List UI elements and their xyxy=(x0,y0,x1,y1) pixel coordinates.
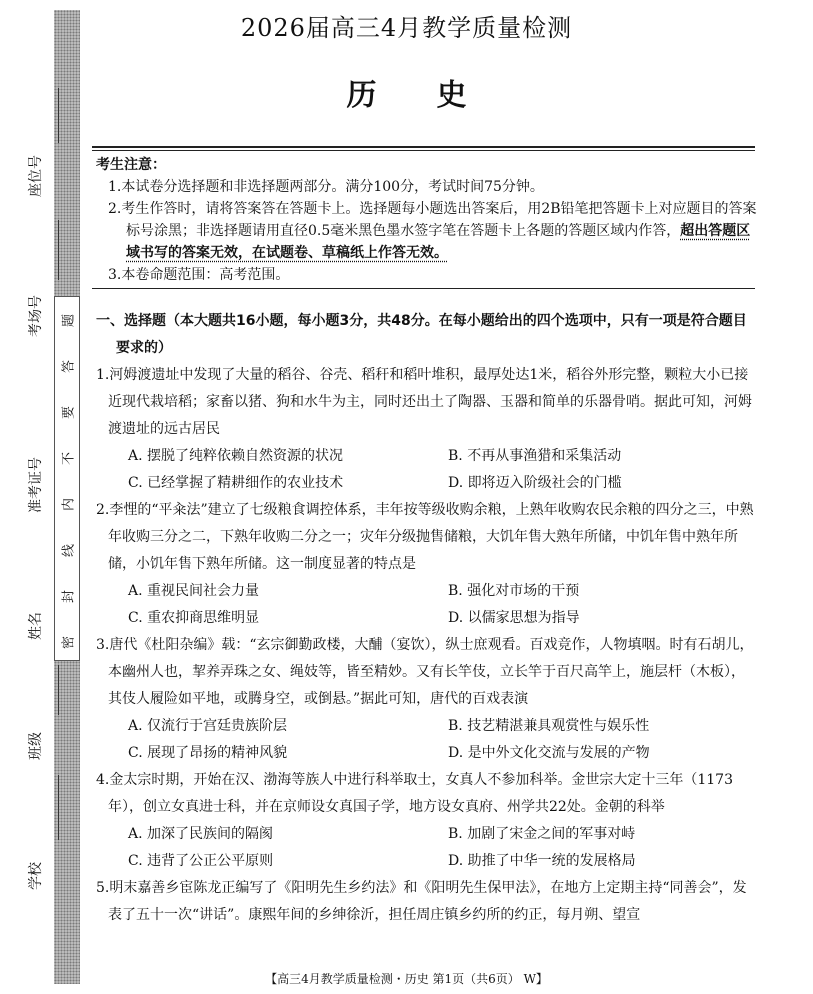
admission-number-field[interactable] xyxy=(20,457,54,530)
admission-number-label: 准考证号 xyxy=(28,457,44,513)
question-5: 5.明末嘉善乡宦陈龙正编写了《阳明先生乡约法》和《阳明先生保甲法》，在地方上定期主持“同善会”，发表了五十一次“讲话”。康熙年间的乡绅徐沂，担任周庄镇乡约所的约正，每月朔、望宣 xyxy=(96,880,747,923)
seal-char: 密 xyxy=(61,636,77,650)
question-3: 3.唐代《杜阳杂编》载：“玄宗御勤政楼，大酺（宴饮），纵士庶观看。百戏竞作，人物填咽。时有石胡儿，本幽州人也，挈养弄珠之女、绳妓等，皆至精妙。又有长竿伎，立长竿于百尺高竿上，施层杆（木板），其伎人履险如平地，或腾身空，或倒悬。”据此可知，唐代的百戏表演 xyxy=(96,637,754,707)
paper-content xyxy=(96,154,758,929)
option-d[interactable]: D. 以儒家思想为指导 xyxy=(448,610,580,626)
seal-char: 封 xyxy=(61,590,77,604)
school-field[interactable] xyxy=(20,850,54,900)
question-3-options xyxy=(96,713,758,767)
option-a[interactable]: A. 仅流行于宫廷贵族阶层 xyxy=(128,718,288,734)
question-2: 2.李悝的“平籴法”建立了七级粮食调控体系，丰年按等级收购余粮，上熟年收购农民余粮的四分之三，中熟年收购三分之二，下熟年收购二分之一；灾年分级抛售储粮，大饥年售大熟年所储，中饥年售中熟年所储，小饥年售下熟年所储。这一制度显著的特点是 xyxy=(96,502,754,572)
school-label: 学校 xyxy=(28,862,44,890)
seal-char: 答 xyxy=(61,360,77,374)
question-2-options xyxy=(96,578,758,632)
seat-number-field[interactable] xyxy=(20,150,54,210)
option-b[interactable]: B. 不再从事渔猎和采集活动 xyxy=(448,448,622,464)
exam-title: 2026届高三4月教学质量检测 xyxy=(240,14,573,42)
page-footer: 【高三4月教学质量检测・历史 第1页（共6页） W】 xyxy=(265,972,548,986)
subject-title: 历史 xyxy=(346,78,527,113)
option-d[interactable]: D. 助推了中华一统的发展格局 xyxy=(448,853,636,869)
seal-line-notice xyxy=(54,296,80,661)
option-c[interactable]: C. 已经掌握了精耕细作的农业技术 xyxy=(128,475,344,491)
question-4-options xyxy=(96,821,758,875)
exam-room-line xyxy=(58,220,59,280)
notice-heading: 考生注意： xyxy=(96,157,166,173)
seal-char: 题 xyxy=(61,314,77,328)
header-rule-thin xyxy=(92,150,755,151)
class-field[interactable] xyxy=(20,720,54,770)
notice-item-1: 1.本试卷分选择题和非选择题两部分。满分100分，考试时间75分钟。 xyxy=(108,179,544,195)
name-label: 姓名 xyxy=(28,612,44,640)
seal-char: 内 xyxy=(61,498,77,512)
exam-notice xyxy=(96,154,758,286)
name-field[interactable] xyxy=(20,600,54,650)
question-1-options xyxy=(96,443,758,497)
option-c[interactable]: C. 展现了昂扬的精神风貌 xyxy=(128,745,288,761)
seal-char: 线 xyxy=(61,544,77,558)
notice-item-2-emphasis: 超出答题区域书写的答案无效，在试题卷、草稿纸上作答无效。 xyxy=(126,223,751,261)
exam-room-label: 考场号 xyxy=(28,295,44,337)
option-b[interactable]: B. 加剧了宋金之间的军事对峙 xyxy=(448,826,636,842)
seat-number-label: 座位号 xyxy=(28,155,44,197)
option-b[interactable]: B. 强化对市场的干预 xyxy=(448,583,580,599)
option-b[interactable]: B. 技艺精湛兼具观赏性与娱乐性 xyxy=(448,718,650,734)
exam-room-field[interactable] xyxy=(20,290,54,350)
seal-char: 不 xyxy=(61,452,77,466)
header-rule-thick xyxy=(92,146,755,148)
option-a[interactable]: A. 摆脱了纯粹依赖自然资源的状况 xyxy=(128,448,344,464)
option-d[interactable]: D. 是中外文化交流与发展的产物 xyxy=(448,745,650,761)
option-a[interactable]: A. 加深了民族间的隔阂 xyxy=(128,826,274,842)
option-a[interactable]: A. 重视民间社会力量 xyxy=(128,583,260,599)
class-label: 班级 xyxy=(28,732,44,760)
section-heading: 一、选择题（本大题共16小题，每小题3分，共48分。在每小题给出的四个选项中，只有一项是符合题目要求的） xyxy=(96,313,747,356)
option-c[interactable]: C. 重农抑商思维明显 xyxy=(128,610,260,626)
notice-item-3: 3.本卷命题范围：高考范围。 xyxy=(108,267,290,283)
seal-char: 要 xyxy=(61,406,77,420)
option-d[interactable]: D. 即将迈入阶级社会的门槛 xyxy=(448,475,622,491)
notice-item-2 xyxy=(96,198,758,264)
notice-item-2-text: 2.考生作答时，请将答案答在答题卡上。选择题每小题选出答案后，用2B铅笔把答题卡上对应题目的答案标号涂黑；非选择题请用直径0.5毫米黑色墨水签字笔在答题卡上各题的答题区域内作答， xyxy=(108,201,757,239)
question-1: 1.河姆渡遗址中发现了大量的稻谷、谷壳、稻秆和稻叶堆积，最厚处达1米，稻谷外形完整，颗粒大小已接近现代栽培稻；家畜以猪、狗和水牛为主，同时还出土了陶器、玉器和简单的乐器骨哨。据此可知，河姆渡遗址的远古居民 xyxy=(96,367,752,437)
option-c[interactable]: C. 违背了公正公平原则 xyxy=(128,853,274,869)
class-line xyxy=(58,665,59,715)
school-line xyxy=(58,775,59,840)
question-4: 4.金太宗时期，开始在汉、渤海等族人中进行科举取士，女真人不参加科举。金世宗大定十三年（1173年），创立女真进士科，并在京师设女真国子学，地方设女真府、州学共22处。金朝的科举 xyxy=(96,772,733,815)
